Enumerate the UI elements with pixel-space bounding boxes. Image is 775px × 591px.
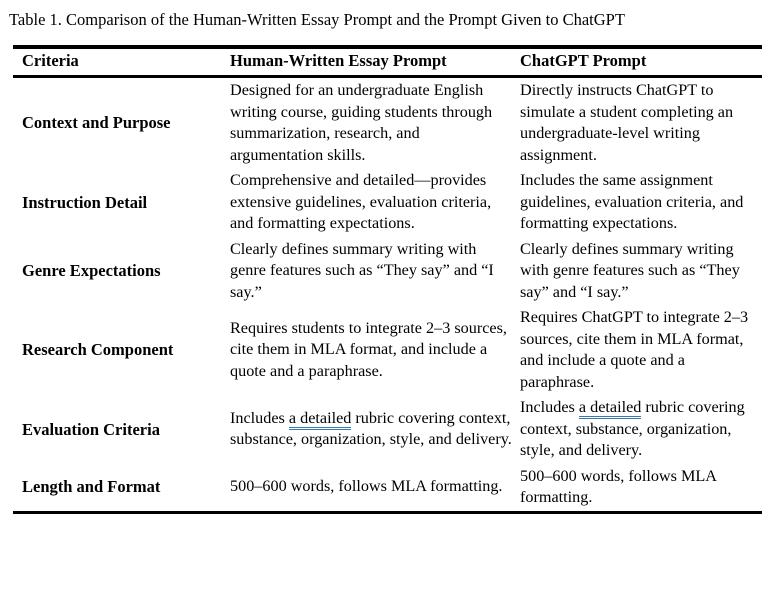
- criteria-cell: Context and Purpose: [22, 113, 171, 133]
- chatgpt-prompt-cell: 500–600 words, follows MLA formatting.: [520, 466, 717, 506]
- chatgpt-prompt-cell: Clearly defines summary writing with genre features such as “They say” and “I say.”: [520, 239, 740, 301]
- human-prompt-cell: Requires students to integrate 2–3 sources, cite them in MLA format, and include a quote and a paraphrase.: [230, 318, 507, 380]
- table-caption: Table 1. Comparison of the Human-Written Essay Prompt and the Prompt Given to ChatGPT: [9, 10, 625, 29]
- human-prompt-cell: Comprehensive and detailed—provides extensive guidelines, evaluation criteria, and formatting expectations.: [230, 171, 492, 232]
- table-row: [13, 464, 762, 513]
- chatgpt-prompt-cell: Includes the same assignment guidelines, evaluation criteria, and formatting expectations.: [520, 171, 744, 232]
- table-row: [13, 237, 762, 306]
- human-prompt-cell: Includes a detailed rubric covering context, substance, organization, style, and delivery.: [230, 408, 512, 449]
- human-prompt-cell: 500–600 words, follows MLA formatting.: [230, 477, 503, 496]
- human-prompt-cell: Clearly defines summary writing with genre features such as “They say” and “I say.”: [230, 239, 494, 301]
- criteria-cell: Length and Format: [22, 477, 161, 497]
- criteria-cell: Genre Expectations: [22, 261, 161, 280]
- table-row: [13, 305, 762, 395]
- table-body: [13, 77, 762, 513]
- chatgpt-prompt-cell: Requires ChatGPT to integrate 2–3 sources, cite them in MLA format, and include a quote and a paraphrase.: [520, 308, 749, 391]
- grammar-underlined-text: a detailed: [289, 409, 351, 430]
- column-header-human-prompt: Human-Written Essay Prompt: [230, 47, 520, 77]
- comparison-table: [13, 45, 762, 514]
- human-prompt-cell: Designed for an undergraduate English writing course, guiding students through summarization, research, and argumentation skills.: [230, 81, 493, 164]
- criteria-cell: Research Component: [22, 340, 174, 360]
- column-header-chatgpt-prompt: ChatGPT Prompt: [520, 47, 762, 77]
- table-row: [13, 77, 762, 169]
- table-row: [13, 168, 762, 237]
- column-header-criteria: Criteria: [13, 47, 230, 77]
- criteria-cell: Instruction Detail: [22, 192, 148, 212]
- header-row: [13, 47, 762, 77]
- chatgpt-prompt-cell: Includes a detailed rubric covering context, substance, organization, style, and delivery.: [520, 398, 745, 459]
- chatgpt-prompt-cell: Directly instructs ChatGPT to simulate a student completing an undergraduate-level writing assignment.: [520, 81, 734, 164]
- table-row: [13, 395, 762, 464]
- criteria-cell: Evaluation Criteria: [22, 419, 160, 439]
- grammar-underlined-text: a detailed: [579, 398, 641, 419]
